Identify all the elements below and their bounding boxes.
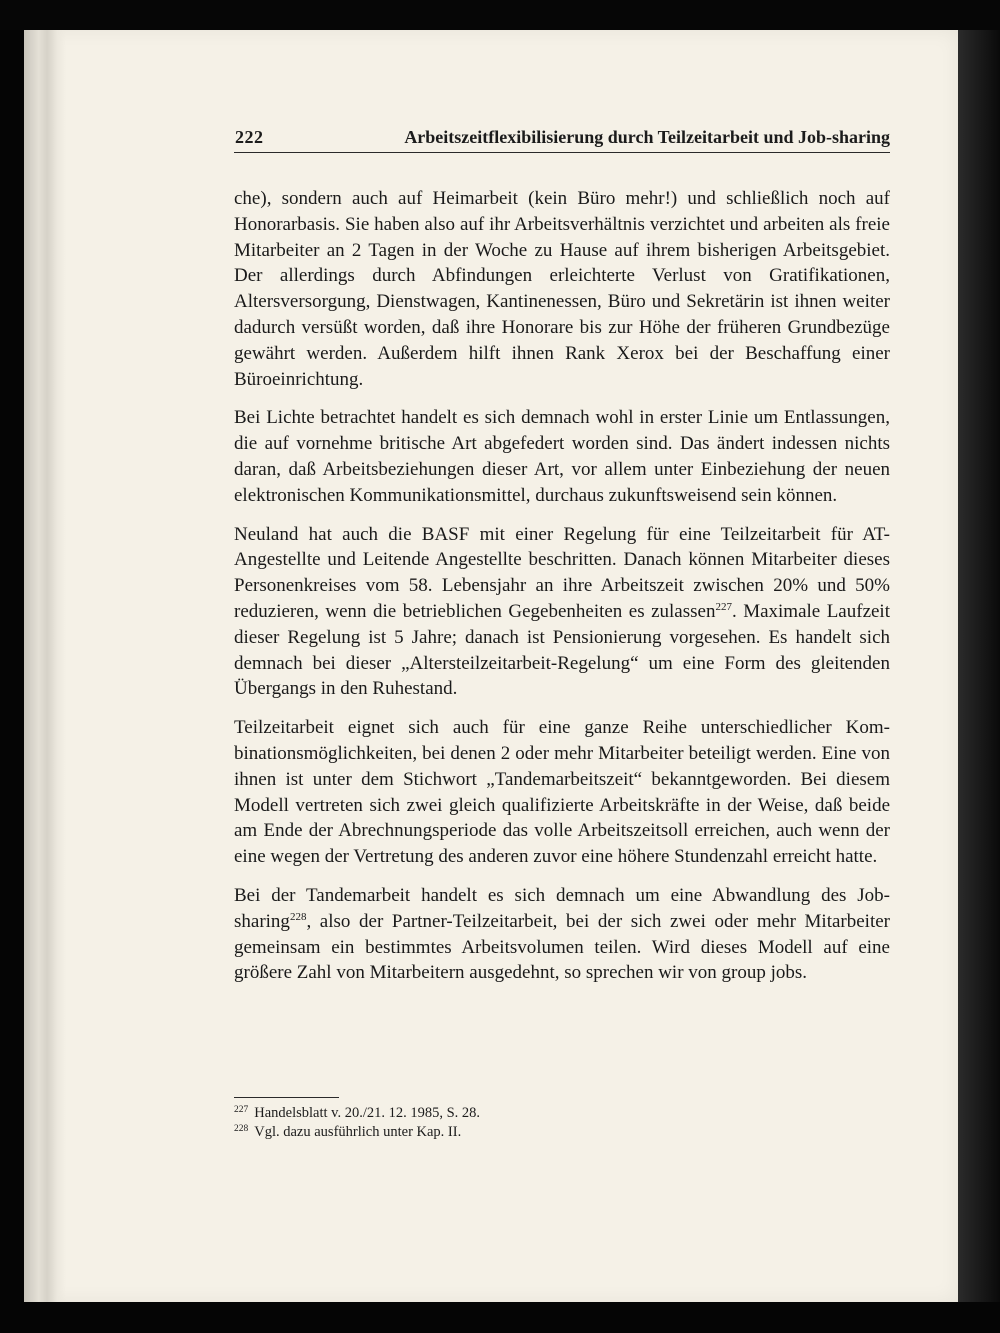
running-title: Arbeitszeitflexibilisierung durch Teilzeitarbeit und Job-sharing xyxy=(404,127,890,147)
footnote-number: 227 xyxy=(234,1105,249,1115)
scan-border-right xyxy=(958,30,1000,1302)
paragraph-5 xyxy=(234,883,890,986)
footnote-ref-227[interactable]: 227 xyxy=(715,600,732,613)
paragraph-1: che), sondern auch auf Heimarbeit (kein Büro mehr!) und schließlich noch auf Honorarbasis. Sie haben also auf ihr Arbeitsverhältnis verzichtet und arbeiten als freie Mitarbeiter an 2 Tagen in der Woche zu Hause auf ihrem bisherigen Arbeitsgebiet. Der allerdings durch Abfindungen erleichterte Verlust von Gratifikationen, Altersversorgung, Dienstwagen, Kantinenessen, Büro und Sekretärin ist ihnen weiter dadurch versüßt worden, daß ihre Honorare bis zur Höhe der früheren Grundbezüge gewährt werden. Außerdem hilft ihnen Rank Xerox bei der Beschaffung einer Büroeinrichtung. xyxy=(234,188,890,390)
paragraph-5-text-a: Bei der Tandemarbeit handelt es sich demnach um eine Abwandlung des Job-sharing xyxy=(234,884,890,932)
paragraph-2: Bei Lichte betrachtet handelt es sich demnach wohl in erster Linie um Entlassungen, die auf vornehme britische Art abgefedert worden sind. Das ändert indessen nichts daran, daß Arbeitsbeziehungen dieser Art, vor allem unter Einbeziehung der neuen elektronischen Kommunikationsmittel, durchaus zukunftsweisend sein können. xyxy=(234,407,890,506)
footnote-228 xyxy=(234,1123,890,1142)
paragraph-3-text-a: Neuland hat auch die BASF mit einer Regelung für eine Teilzeitarbeit für AT-Angestellte und Leitende Angestellte beschritten. Danach können Mitarbeiter dieses Personenkreises vom 58. Lebensjahr an ihre Arbeitszeit zwischen 20% und 50% reduzieren, wenn die betrieblichen Gegebenheiten es zulassen xyxy=(234,523,890,622)
footnote-text: Vgl. dazu ausführlich unter Kap. II. xyxy=(254,1124,462,1140)
footnote-ref-228[interactable]: 228 xyxy=(289,910,307,923)
main-text xyxy=(234,186,890,986)
footnotes xyxy=(234,1104,890,1142)
paragraph-5-text-b: , also der Partner-Teilzeitarbeit, bei der sich zwei oder mehr Mitarbeiter gemeinsam ein bestimmtes Arbeitsvolumen teilen. Wird dieses Modell auf eine größere Zahl von Mitarbeitern ausgedehnt, so sprechen wir von group jobs. xyxy=(234,910,890,984)
footnote-divider xyxy=(234,1097,339,1098)
paragraph-3 xyxy=(234,522,890,703)
paragraph-4: Teilzeitarbeit eignet sich auch für eine ganze Reihe unterschiedlicher Kombinationsmöglichkeiten, bei denen 2 oder mehr Mitarbeiter beteiligt werden. Eine von ihnen ist unter dem Stichwort „Tandemarbeitszeit“ bekanntgeworden. Bei diesem Modell vertreten sich zwei gleich qualifizierte Arbeitskräfte in der Weise, daß beide am Ende der Abrechnungsperiode das volle Arbeitszeitsoll erreichen, auch wenn der eine wegen der Vertretung des anderen zuvor eine höhere Stundenzahl erreicht hatte. xyxy=(234,717,890,868)
footnote-227 xyxy=(234,1104,890,1123)
page-number: 222 xyxy=(235,127,264,147)
footnote-text: Handelsblatt v. 20./21. 12. 1985, S. 28. xyxy=(254,1105,481,1121)
page-header xyxy=(234,125,890,153)
scan-border-top xyxy=(0,0,1000,30)
paragraph-3-text-b: . Maximale Laufzeit dieser Regelung ist 5 Jahre; danach ist Pensionierung vorgesehen. Es handelt sich demnach bei dieser „Altersteilzeitarbeit-Regelung“ um eine Form des gleitenden Übergangs in den Ruhestand. xyxy=(234,600,890,700)
page-gutter-shadow xyxy=(24,30,66,1302)
footnote-number: 228 xyxy=(234,1124,249,1134)
